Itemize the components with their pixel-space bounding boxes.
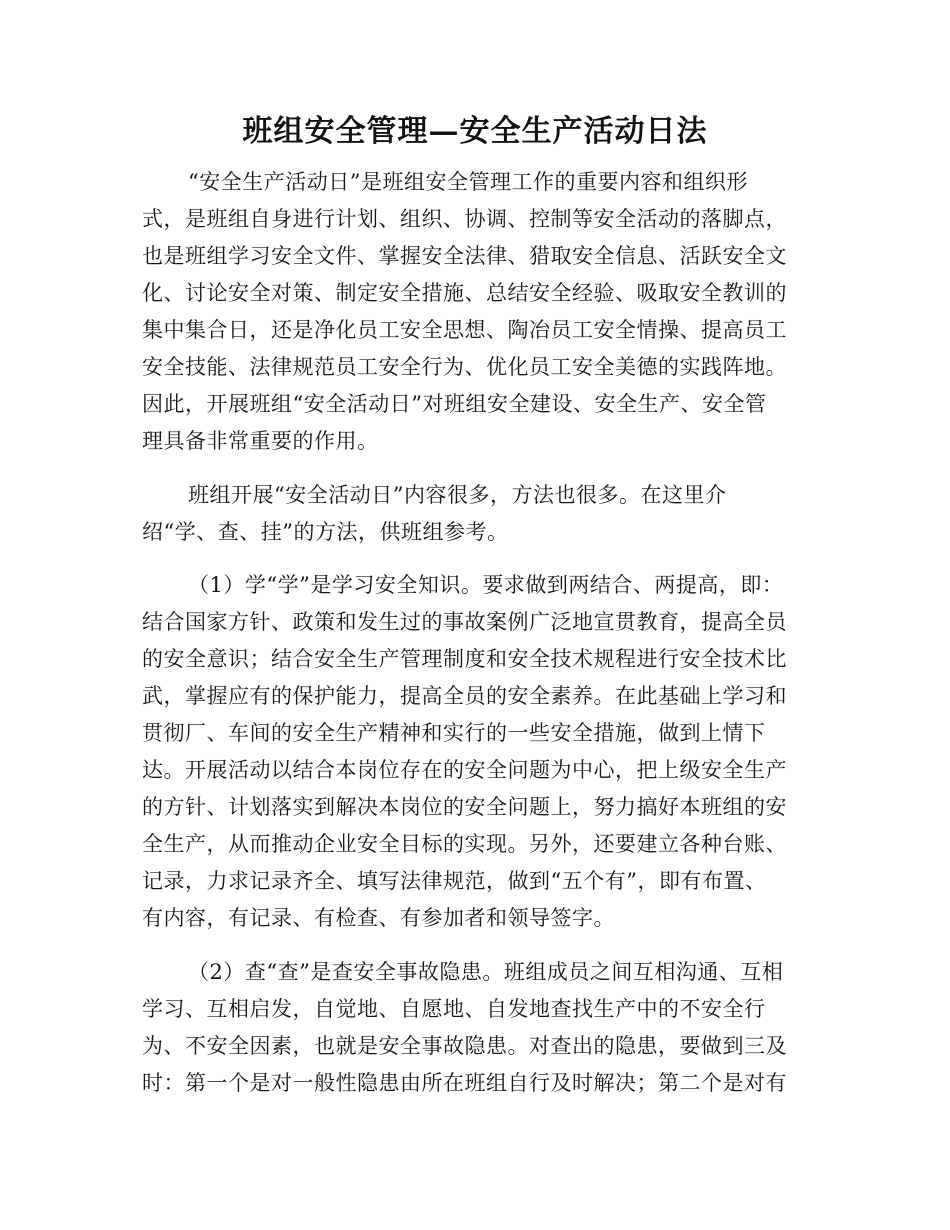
paragraph-line: 班组开展“安全活动日”内容很多，方法也很多。在这里介 [188, 483, 727, 507]
paragraph-line: 绍“学、查、挂”的方法，供班组参考。 [142, 520, 509, 544]
paragraph-line: “安全生产活动日”是班组安全管理工作的重要内容和组织形 [188, 170, 748, 194]
paragraph-line: 为、不安全因素，也就是安全事故隐患。对查出的隐患，要做到三及 [142, 1034, 787, 1058]
paragraph-line: 安全技能、法律规范员工安全行为、优化员工安全美德的实践阵地。 [142, 355, 787, 379]
paragraph-line: （2）查“查”是查安全事故隐患。班组成员之间互相沟通、互相 [188, 960, 784, 984]
paragraph-line: 结合国家方针、政策和发生过的事故案例广泛地宣贯教育，提高全员 [142, 610, 787, 634]
paragraph-line: 全生产，从而推动企业安全目标的实现。另外，还要建立各种台账、 [142, 832, 787, 856]
paragraph-line: 理具备非常重要的作用。 [142, 429, 379, 453]
paragraph-line: 有内容，有记录、有检查、有参加者和领导签字。 [142, 906, 615, 930]
paragraph-line: 的安全意识；结合安全生产管理制度和安全技术规程进行安全技术比 [142, 647, 787, 671]
paragraph-line: 也是班组学习安全文件、掌握安全法律、猎取安全信息、活跃安全文 [142, 244, 787, 268]
document-title: 班组安全管理—安全生产活动日法 [242, 114, 708, 149]
paragraph-line: 达。开展活动以结合本岗位存在的安全问题为中心，把上级安全生产 [142, 758, 787, 782]
paragraph-line: 化、讨论安全对策、制定安全措施、总结安全经验、吸取安全教训的 [142, 281, 787, 305]
paragraph-line: （1）学“学”是学习安全知识。要求做到两结合、两提高，即： [188, 573, 784, 597]
paragraph-line: 因此，开展班组“安全活动日”对班组安全建设、安全生产、安全管 [142, 392, 767, 416]
paragraph-line: 集中集合日，还是净化员工安全思想、陶冶员工安全情操、提高员工 [142, 318, 787, 342]
paragraph-line: 式，是班组自身进行计划、组织、协调、控制等安全活动的落脚点， [142, 207, 787, 231]
paragraph-line: 时：第一个是对一般性隐患由所在班组自行及时解决；第二个是对有 [142, 1071, 787, 1095]
paragraph-line: 的方针、计划落实到解决本岗位的安全问题上，努力搞好本班组的安 [142, 795, 787, 819]
paragraph-line: 记录，力求记录齐全、填写法律规范，做到“五个有”，即有布置、 [142, 869, 767, 893]
paragraph-line: 贯彻厂、车间的安全生产精神和实行的一些安全措施，做到上情下 [142, 721, 766, 745]
paragraph-line: 武，掌握应有的保护能力，提高全员的安全素养。在此基础上学习和 [142, 684, 787, 708]
paragraph-line: 学习、互相启发，自觉地、自愿地、自发地查找生产中的不安全行 [142, 997, 766, 1021]
